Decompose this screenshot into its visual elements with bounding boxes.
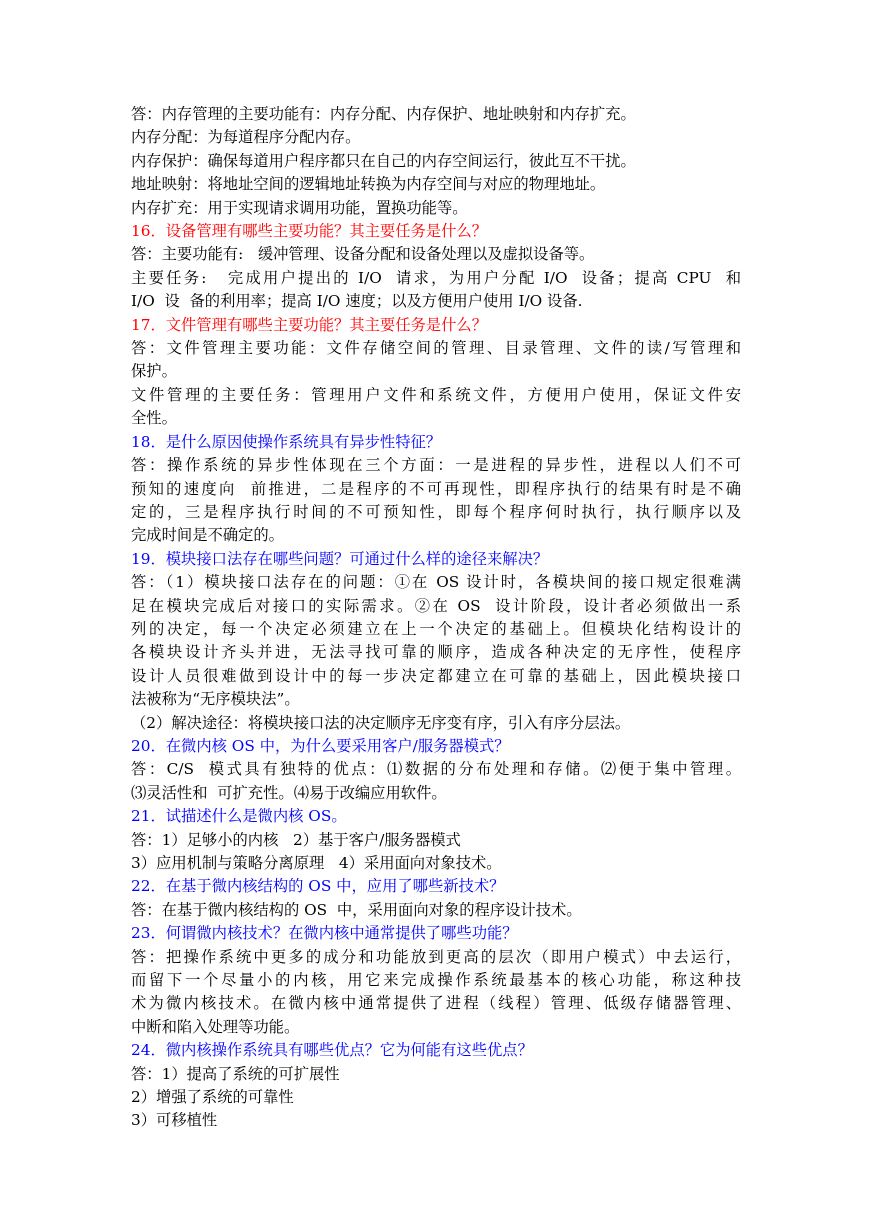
- answer-line: 定的，三是程序执行时间的不可预知性，即每个程序何时执行，执行顺序以及: [131, 502, 741, 521]
- question-heading-22: 22．在基于微内核结构的 OS 中，应用了哪些新技术？: [131, 877, 505, 896]
- answer-line: 完成时间是不确定的。: [131, 526, 284, 545]
- answer-line: 答：文件管理主要功能：文件存储空间的管理、目录管理、文件的读/写管理和: [131, 339, 741, 358]
- answer-line: 答：把操作系统中更多的成分和功能放到更高的层次（即用户模式）中去运行，: [131, 947, 741, 966]
- answer-line: 答：内存管理的主要功能有：内存分配、内存保护、地址映射和内存扩充。: [131, 105, 636, 123]
- answer-line: I/O 设 备的利用率；提高 I/O 速度；以及方便用户使用 I/O 设备.: [131, 292, 583, 311]
- answer-line: 各模块设计齐头并进，无法寻找可靠的顺序，造成各种决定的无序性，使程序: [131, 643, 741, 662]
- answer-line: 答：操作系统的异步性体现在三个方面：一是进程的异步性，进程以人们不可: [131, 456, 741, 475]
- answer-line: 2）增强了系统的可靠性: [131, 1088, 294, 1107]
- answer-line: 内存扩充：用于实现请求调用功能，置换功能等。: [131, 198, 468, 217]
- answer-line: 中断和陷入处理等功能。: [131, 1017, 300, 1036]
- answer-line: 答：C/S 模式具有独特的优点：⑴数据的分布处理和存储。⑵便于集中管理。: [131, 760, 741, 779]
- question-heading-20: 20．在微内核 OS 中，为什么要采用客户/服务器模式？: [131, 736, 510, 755]
- answer-line: 答：在基于微内核结构的 OS 中，采用面向对象的程序设计技术。: [131, 900, 582, 919]
- document-page: [131, 103, 741, 1133]
- answer-line: 术为微内核技术。在微内核中通常提供了进程（线程）管理、低级存储器管理、: [131, 994, 741, 1013]
- answer-line: 足在模块完成后对接口的实际需求。②在 OS 设计阶段，设计者必须做出一系: [131, 596, 741, 615]
- answer-line: 内存分配：为每道程序分配内存。: [131, 128, 361, 147]
- answer-line: 保护。: [131, 362, 177, 381]
- answer-line: （2）解决途径：将模块接口法的决定顺序无序变有序，引入有序分层法。: [131, 713, 631, 732]
- answer-line: 内存保护：确保每道用户程序都只在自己的内存空间运行，彼此互不干扰。: [131, 151, 636, 170]
- answer-line: 答：1）足够小的内核 2）基于客户/服务器模式: [131, 830, 461, 849]
- answer-line: 而留下一个尽量小的内核，用它来完成操作系统最基本的核心功能，称这种技: [131, 971, 741, 990]
- answer-line: 全性。: [131, 409, 177, 428]
- answer-line: 文件管理的主要任务：管理用户文件和系统文件，方便用户使用，保证文件安: [131, 385, 741, 404]
- answer-line: 地址映射：将地址空间的逻辑地址转换为内存空间与对应的物理地址。: [131, 175, 606, 194]
- question-heading-17: 17．文件管理有哪些主要功能？其主要任务是什么？: [131, 315, 487, 334]
- question-heading-16: 16．设备管理有哪些主要功能？其主要任务是什么？: [131, 222, 487, 241]
- answer-line: 3）可移植性: [131, 1111, 218, 1130]
- answer-line: 列的决定，每一个决定必须建立在上一个决定的基础上。但模块化结构设计的: [131, 619, 741, 638]
- question-heading-19: 19．模块接口法存在哪些问题？可通过什么样的途径来解决？: [131, 549, 549, 568]
- question-heading-23: 23．何谓微内核技术？在微内核中通常提供了哪些功能？: [131, 924, 518, 943]
- answer-line: 设计人员很难做到设计中的每一步决定都建立在可靠的基础上，因此模块接口: [131, 666, 741, 685]
- answer-line: 答：1）提高了系统的可扩展性: [131, 1064, 340, 1083]
- question-heading-18: 18．是什么原因使操作系统具有异步性特征？: [131, 432, 442, 451]
- answer-line: 主要任务: 完成用户提出的 I/O 请求，为用户分配 I/O 设备；提高 CPU 和: [131, 268, 741, 287]
- answer-line: 答：（1）模块接口法存在的问题：①在 OS 设计时，各模块间的接口规定很难满: [131, 573, 741, 592]
- answer-line: 法被称为“无序模块法”。: [131, 690, 300, 709]
- answer-line: ⑶灵活性和 可扩充性。⑷易于改编应用软件。: [131, 783, 447, 802]
- answer-line: 预知的速度向 前推进，二是程序的不可再现性，即程序执行的结果有时是不确: [131, 479, 741, 498]
- question-heading-21: 21．试描述什么是微内核 OS。: [131, 807, 347, 826]
- answer-line: 答：主要功能有: 缓冲管理、设备分配和设备处理以及虚拟设备等。: [131, 245, 595, 264]
- answer-line: 3）应用机制与策略分离原理 4）采用面向对象技术。: [131, 854, 502, 872]
- question-heading-24: 24．微内核操作系统具有哪些优点？它为何能有这些优点？: [131, 1041, 533, 1060]
